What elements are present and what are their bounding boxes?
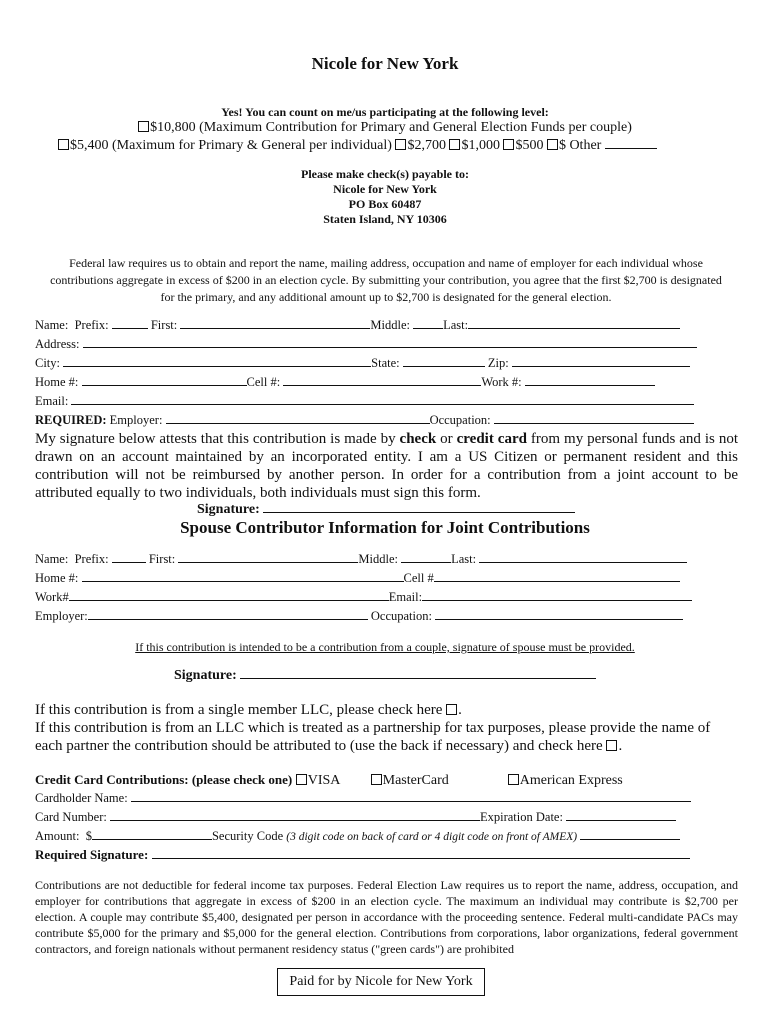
city-label: City: [35,356,61,370]
occupation-label: Occupation: [429,413,491,427]
contributor-employer-row [35,412,694,428]
cardholder-field[interactable] [131,790,691,802]
last-label: Last: [443,318,469,332]
address-label: Address: [35,337,80,351]
amount-label: Amount: [35,829,80,843]
city-field[interactable] [63,355,371,367]
cell-phone-field[interactable] [283,374,481,386]
level-option-row-2 [58,137,657,154]
security-code-field[interactable] [580,828,680,840]
state-label: State: [371,356,400,370]
llc-partnership-text: If this contribution is from an LLC which is treated as a partnership for tax purposes, please provide the name of each partner the contribution should be attributed to (use the back if necessary) and check here [35,720,711,754]
expiration-label: Expiration Date: [479,810,563,824]
attest-credit-card: credit card [456,431,527,447]
attest-or: or [436,431,457,447]
home-phone-field[interactable] [82,374,247,386]
amount-dollar: $ [85,829,92,843]
level-other-label: $ Other [558,138,602,153]
zip-field[interactable] [512,355,690,367]
first-name-field[interactable] [180,317,370,329]
level-1000-label: $1,000 [461,138,500,153]
middle-label: Middle: [370,318,410,332]
attest-check: check [399,431,437,447]
spouse-cell-field[interactable] [434,570,680,582]
spouse-signature-field[interactable] [240,667,596,679]
occupation-field[interactable] [494,412,694,424]
level-option-row-1 [0,120,770,136]
spouse-cell-label: Cell # [403,571,434,585]
spouse-occupation-field[interactable] [435,608,683,620]
cardholder-row [35,790,691,806]
level-10800-label: $10,800 (Maximum Contribution for Primary and General Election Funds per couple) [150,120,632,135]
spouse-work-field[interactable] [69,589,389,601]
home-phone-label: Home #: [35,375,79,389]
state-field[interactable] [403,355,485,367]
last-name-field[interactable] [468,317,680,329]
spouse-employer-field[interactable] [88,608,368,620]
signature-label: Signature: [197,502,260,517]
page-title: Nicole for New York [311,54,459,73]
mastercard-checkbox[interactable] [371,774,382,785]
amex-checkbox[interactable] [508,774,519,785]
card-number-field[interactable] [110,809,480,821]
spouse-email-label: Email: [388,590,423,604]
visa-checkbox[interactable] [296,774,307,785]
email-label: Email: [35,394,69,408]
contributor-name-row [35,317,680,333]
paid-for-box: Paid for by Nicole for New York [277,968,485,996]
spouse-signature-label: Signature: [174,668,237,683]
spouse-home-field[interactable] [82,570,404,582]
first-label: First: [150,318,178,332]
security-code-label: Security Code [211,829,284,843]
spouse-heading: Spouse Contributor Information for Joint Contributions [180,518,590,537]
spouse-employer-row [35,608,683,624]
llc-partnership-checkbox[interactable] [606,740,617,751]
level-2700-label: $2,700 [407,138,446,153]
level-5400-checkbox[interactable] [58,139,69,150]
level-10800-checkbox[interactable] [138,121,149,132]
levels-intro: Yes! You can count on me/us participating at the following level: [221,105,549,119]
contributor-city-row [35,355,690,371]
mastercard-label: MasterCard [382,773,449,788]
spouse-work-label: Work# [35,590,69,604]
spouse-name-row [35,551,687,567]
address-field[interactable] [83,336,697,348]
payable-line-2: Nicole for New York [333,182,437,196]
spouse-work-row [35,589,692,605]
card-number-row [35,809,676,825]
llc-partnership-paragraph: If this contribution is from an LLC which is treated as a partnership for tax purposes, please provide the name of each partner the contribution should be attributed to (use the back if necessary) and check here . [35,720,711,754]
amount-field[interactable] [92,828,212,840]
amex-label: American Express [519,773,623,788]
contributor-signature-row [197,501,575,518]
spouse-occupation-label: Occupation: [370,609,432,623]
spouse-name-label: Name: [35,552,69,566]
payable-line-1: Please make check(s) payable to: [301,167,469,181]
payable-line-4: Staten Island, NY 10306 [323,212,447,226]
attest-text-2: from my personal funds and is not drawn on an account maintained by an incorporated entity. I am a US Citizen or permanent resident and this contribution will not be reimbursed by another person. In order for a contribution from a joint account to be attributed equally to two individuals, both individuals must sign this form. [35,431,738,501]
level-2700-checkbox[interactable] [395,139,406,150]
cell-phone-label: Cell #: [246,375,281,389]
credit-card-heading: Credit Card Contributions: (please check one) [35,772,293,787]
spouse-middle-label: Middle: [358,552,398,566]
payable-line-3: PO Box 60487 [348,197,422,211]
employer-label: Employer: [109,413,163,427]
spouse-employer-label: Employer: [35,609,88,623]
attest-text-1: My signature below attests that this contribution is made by [35,431,400,447]
level-other-field[interactable] [605,137,657,149]
credit-card-heading-row [35,772,623,789]
llc-single-row: If this contribution is from a single member LLC, please check here . [35,702,462,718]
spouse-prefix-field[interactable] [112,551,146,563]
required-label: REQUIRED: [35,413,107,427]
work-phone-label: Work #: [481,375,522,389]
required-signature-label: Required Signature: [35,847,149,862]
llc-single-checkbox[interactable] [446,704,457,715]
name-label: Name: [35,318,69,332]
spouse-first-name-field[interactable] [178,551,358,563]
spouse-home-label: Home #: [35,571,79,585]
required-signature-row [35,847,690,863]
employer-field[interactable] [166,412,430,424]
spouse-first-label: First: [148,552,176,566]
expiration-field[interactable] [566,809,676,821]
contributor-phone-row [35,374,655,390]
contributor-email-row [35,393,694,409]
spouse-signature-row [174,667,596,684]
card-number-label: Card Number: [35,810,107,824]
contributor-address-row [35,336,697,352]
spouse-middle-name-field[interactable] [401,551,451,563]
security-code-note: (3 digit code on back of card or 4 digit code on front of AMEX) [286,831,578,843]
cardholder-label: Cardholder Name: [35,791,128,805]
spouse-prefix-label: Prefix: [74,552,109,566]
email-field[interactable] [71,393,694,405]
required-signature-field[interactable] [152,847,690,859]
couple-signature-note: If this contribution is intended to be a contribution from a couple, signature of spouse must be provided. [135,640,635,654]
attestation-paragraph [35,430,738,502]
spouse-phone-row [35,570,680,586]
zip-label: Zip: [487,356,509,370]
spouse-email-field[interactable] [422,589,692,601]
federal-notice: Federal law requires us to obtain and report the name, mailing address, occupation and name of employer for each individual whose contributions aggregate in excess of $200 in an election cycle. By submitting your contribution, you agree that the first $2,700 is designated for the primary, and any additional amount up to $2,700 is designated for the general election. [50,256,722,304]
prefix-label: Prefix: [74,318,109,332]
work-phone-field[interactable] [525,374,655,386]
spouse-last-label: Last: [451,552,477,566]
level-5400-label: $5,400 (Maximum for Primary & General per individual) [70,138,392,153]
signature-field[interactable] [263,501,575,513]
llc-single-text: If this contribution is from a single member LLC, please check here [35,702,443,718]
amount-row [35,828,680,844]
level-500-checkbox[interactable] [503,139,514,150]
spouse-last-name-field[interactable] [479,551,687,563]
middle-name-field[interactable] [413,317,443,329]
prefix-field[interactable] [112,317,148,329]
visa-label: VISA [307,773,340,788]
footer-notice: Contributions are not deductible for federal income tax purposes. Federal Election Law requires us to report the name, address, occupation, and employer for contributions that aggregate in excess of $200 in an election cycle. The maximum an individual may contribute is $2,700 per election. A couple may contribute $5,400, designated per person in accordance with the proceeding sentence. Federal multi-candidate PACs may contribute $5,000 for the primary and $5,000 for the general election. Contributions from corporations, labor organizations, federal government contractors, and foreign nationals without permanent residency status ("green cards") are prohibited [35,878,738,956]
level-1000-checkbox[interactable] [449,139,460,150]
level-other-checkbox[interactable] [547,139,558,150]
level-500-label: $500 [515,138,544,153]
